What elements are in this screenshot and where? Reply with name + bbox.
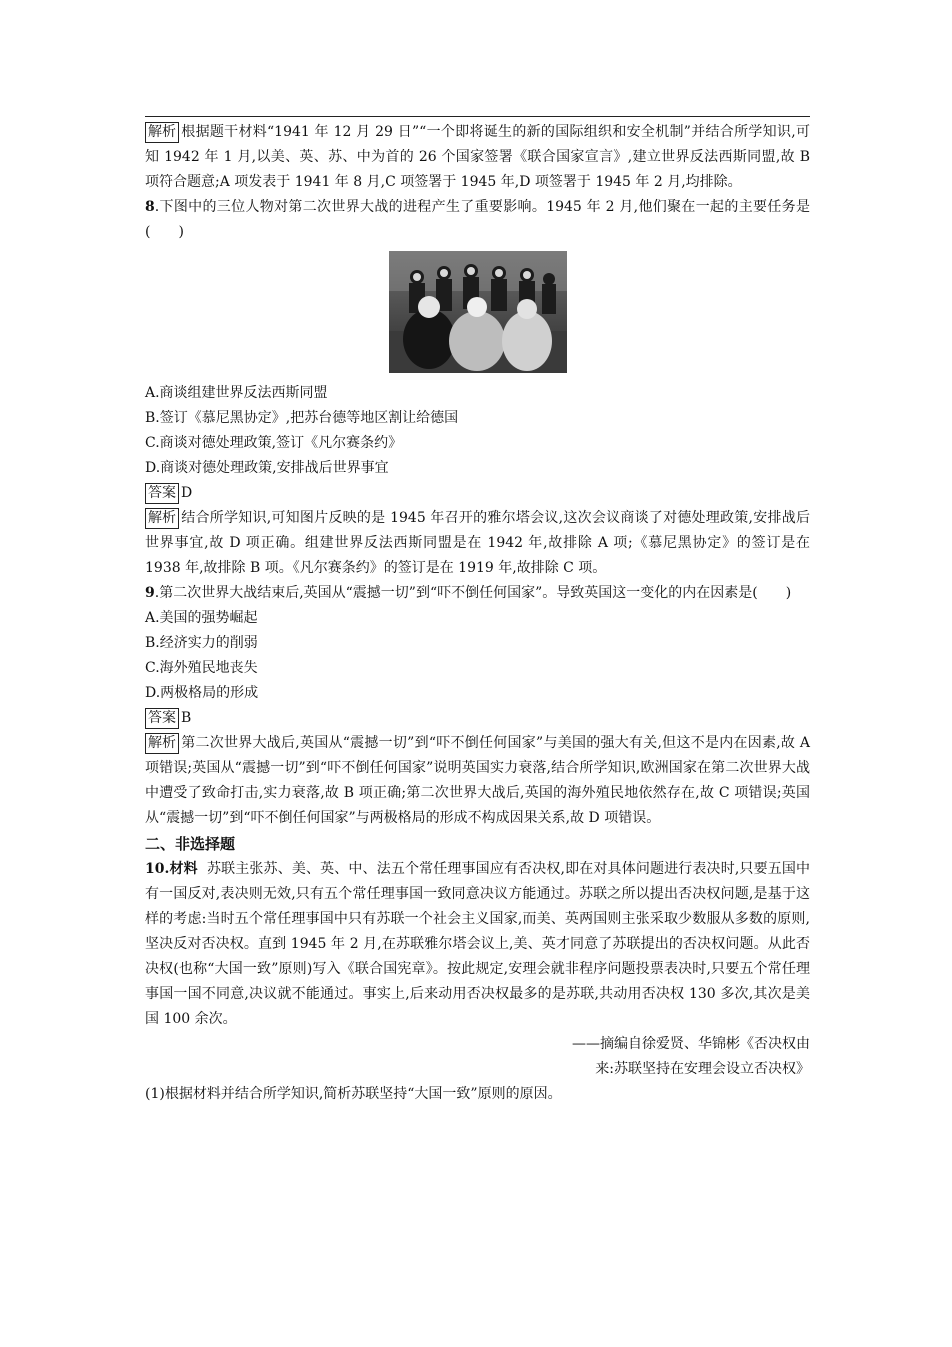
q8-option-b: B.签订《慕尼黑协定》,把苏台德等地区割让给德国 — [145, 410, 459, 426]
section-title: 二、非选择题 — [145, 835, 236, 853]
q8-answer-value: D — [181, 485, 193, 501]
q10-material-text: 苏联主张苏、美、英、中、法五个常任理事国应有否决权,即在对具体问题进行表决时,只要五国中有一国反对,表决则无效,只有五个常任理事国一致同意决议方能通过。苏联之所以提出否决权问题,是基于这样的考虑:当时五个常任理事国中只有苏联一个社会主义国家,而美、英两国则主张采取少数服从多数的原则,坚决反对否决权。直到 1945 年 2 月,在苏联雅尔塔会议上,美、英才同意了苏联提出的否决权问题。从此否决权(也称“大国一致”原则)写入《联合国宪章》。按此规定,安理会就非程序问题投票表决时,只要五个常任理事国一国不同意,决议就不能通过。事实上,后来动用否决权最多的是苏联,共动用否决权 130 多次,其次是美国 100 余次。 — [145, 861, 810, 1027]
analysis-tag: 解析 — [145, 122, 179, 143]
q9-answer-value: B — [181, 710, 192, 726]
q8-photo-container — [145, 251, 810, 377]
q9-option-c: C.海外殖民地丧失 — [145, 660, 258, 676]
q10-subquestion-1: (1)根据材料并结合所学知识,简析苏联坚持“大国一致”原则的原因。 — [145, 1086, 562, 1102]
answer-tag: 答案 — [145, 708, 179, 729]
document-body — [145, 114, 810, 1107]
q9-answer — [145, 706, 810, 731]
q10-number: 10 — [145, 861, 165, 877]
q8-answer — [145, 481, 810, 506]
q7-analysis-text: 根据题干材料“1941 年 12 月 29 日”“一个即将诞生的新的国际组织和安全机制”并结合所学知识,可知 1942 年 1 月,以美、英、苏、中为首的 26 个国家签署《联合国家宣言》,建立世界反法西斯同盟,故 B 项符合题意;A 项发表于 1941 年 8 月,C 项签署于 1945 年,D 项签署于 1945 年 2 月,均排除。 — [145, 124, 810, 190]
q9-stem-text: .第二次世界大战结束后,英国从“震撼一切”到“吓不倒任何国家”。导致英国这一变化的内在因素是( ) — [154, 585, 792, 601]
q9-analysis-text: 第二次世界大战后,英国从“震撼一切”到“吓不倒任何国家”与美国的强大有关,但这不是内在因素,故 A 项错误;英国从“震撼一切”到“吓不倒任何国家”说明英国实力衰落,结合所学知识,欧洲国家在第二次世界大战中遭受了致命打击,实力衰落,故 B 项正确;第二次世界大战后,英国的海外殖民地依然存在,故 C 项错误;英国从“震撼一切”到“吓不倒任何国家”与两极格局的形成不构成因果关系,故 D 项错误。 — [145, 735, 810, 826]
q8-option-c: C.商谈对德处理政策,签订《凡尔赛条约》 — [145, 435, 403, 451]
q10-material — [145, 857, 810, 1032]
q9-option-d: D.两极格局的形成 — [145, 685, 259, 701]
analysis-tag: 解析 — [145, 508, 179, 529]
q9-option-a: A.美国的强势崛起 — [145, 610, 258, 626]
q8-analysis-text: 结合所学知识,可知图片反映的是 1945 年召开的雅尔塔会议,这次会议商谈了对德处理政策,安排战后世界事宜,故 D 项正确。组建世界反法西斯同盟是在 1942 年,故排除 A 项;《慕尼黑协定》的签订是在 1938 年,故排除 B 项。《凡尔赛条约》的签订是在 1919 年,故排除 C 项。 — [145, 510, 810, 576]
analysis-tag: 解析 — [145, 733, 179, 754]
q7-analysis — [145, 120, 810, 195]
q10-source-line-2: 来:苏联坚持在安理会设立否决权》 — [595, 1061, 810, 1077]
yalta-conference-photo — [389, 251, 567, 373]
q10-source-line-1: ——摘编自徐爱贤、华锦彬《否决权由 — [572, 1036, 810, 1052]
q9-stem — [145, 581, 810, 606]
q8-stem — [145, 195, 810, 245]
q10-label: .材料 — [164, 861, 198, 877]
answer-tag: 答案 — [145, 483, 179, 504]
q8-analysis — [145, 506, 810, 581]
q9-analysis — [145, 731, 810, 831]
q9-number: 9 — [145, 585, 155, 601]
q8-option-a: A.商谈组建世界反法西斯同盟 — [145, 385, 328, 401]
q8-stem-text: .下图中的三位人物对第二次世界大战的进程产生了重要影响。1945 年 2 月,他们聚在一起的主要任务是( ) — [145, 199, 810, 240]
q8-number: 8 — [145, 199, 155, 215]
q9-option-b: B.经济实力的削弱 — [145, 635, 258, 651]
q8-option-d: D.商谈对德处理政策,安排战后世界事宜 — [145, 460, 389, 476]
